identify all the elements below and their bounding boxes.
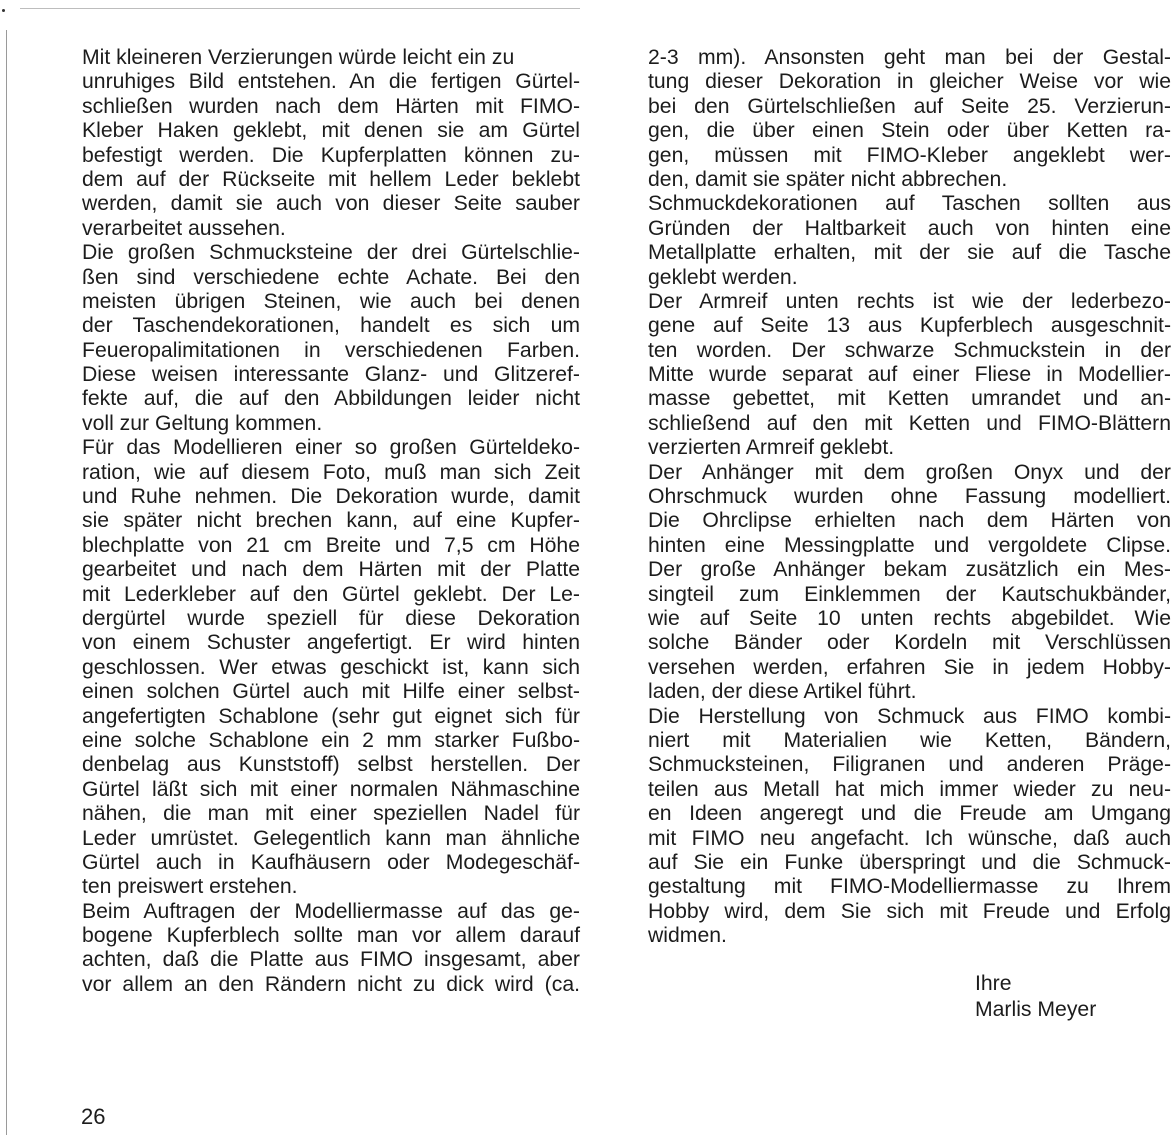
- text-line: unruhiges Bild entstehen. An die fertigen Gürtel-: [82, 70, 580, 94]
- text-line: widmen.: [648, 924, 727, 948]
- scan-left-edge: [6, 30, 7, 1135]
- text-line: voll zur Geltung kommen.: [82, 411, 323, 435]
- text-line: werden, damit sie auch von dieser Seite sauber: [82, 192, 580, 216]
- text-line: vor allem an den Rändern nicht zu dick wird (ca.: [82, 972, 580, 996]
- text-line: Die Ohrclipse erhielten nach dem Härten von: [648, 509, 1171, 533]
- text-line: Beim Auftragen der Modelliermasse auf das ge-: [82, 899, 580, 923]
- text-line: gene auf Seite 13 aus Kupferblech ausgeschnit-: [648, 314, 1171, 338]
- text-line: nähen, die man mit einer speziellen Nadel für: [82, 802, 580, 826]
- left-text-column: [82, 46, 580, 997]
- text-line: einen solchen Gürtel auch mit Hilfe einer selbst-: [82, 680, 580, 704]
- text-line: hinten eine Messingplatte und vergoldete Clipse.: [648, 533, 1171, 557]
- text-line: Der Armreif unten rechts ist wie der lederbezo-: [648, 289, 1171, 313]
- text-line: den, damit sie später nicht abbrechen.: [648, 167, 1008, 191]
- text-line: geklebt werden.: [648, 265, 798, 289]
- text-line: Die großen Schmucksteine der drei Gürtelschlie-: [82, 241, 580, 265]
- right-text-column: [648, 46, 1171, 948]
- page-number: 26: [81, 1104, 106, 1129]
- signature-name: Marlis Meyer: [975, 998, 1097, 1021]
- text-line: Hobby wird, dem Sie sich mit Freude und Erfolg: [648, 899, 1171, 923]
- text-line: gestaltung mit FIMO-Modelliermasse zu Ihrem: [648, 875, 1171, 899]
- text-line: Metallplatte erhalten, mit der sie auf die Tasche: [648, 241, 1171, 265]
- text-line: Kleber Haken geklebt, mit denen sie am Gürtel: [82, 119, 580, 143]
- text-line: blechplatte von 21 cm Breite und 7,5 cm Höhe: [82, 533, 580, 557]
- text-line: dergürtel wurde speziell für diese Dekoration: [82, 606, 580, 630]
- text-line: Gürtel läßt sich mit einer normalen Nähmaschine: [82, 777, 580, 801]
- text-line: von einem Schuster angefertigt. Er wird hinten: [82, 631, 580, 655]
- text-line: versehen werden, erfahren Sie in jedem Hobby-: [648, 655, 1171, 679]
- text-line: Die Herstellung von Schmuck aus FIMO kombi-: [648, 704, 1171, 728]
- text-line: ten worden. Der schwarze Schmuckstein in der: [648, 338, 1171, 362]
- text-line: auf Sie ein Funke überspringt und die Schmuck-: [648, 850, 1171, 874]
- text-line: niert mit Materialien wie Ketten, Bändern,: [648, 728, 1171, 752]
- text-line: Gürtel auch in Kaufhäusern oder Modegeschäf-: [82, 850, 580, 874]
- signature-greeting: Ihre: [975, 972, 1012, 995]
- text-line: Schmuckdekorationen auf Taschen sollten aus: [648, 192, 1171, 216]
- scan-mark: [2, 9, 5, 12]
- text-line: verzierten Armreif geklebt.: [648, 436, 895, 460]
- text-line: laden, der diese Artikel führt.: [648, 680, 917, 704]
- text-line: schließen wurden nach dem Härten mit FIMO-: [82, 94, 580, 118]
- text-line: tung dieser Dekoration in gleicher Weise vor wie: [648, 70, 1171, 94]
- text-line: eine solche Schablone ein 2 mm starker Fußbo-: [82, 728, 580, 752]
- text-line: solche Bänder oder Kordeln mit Verschlüssen: [648, 631, 1171, 655]
- text-line: denbelag aus Kunststoff) selbst herstellen. Der: [82, 753, 580, 777]
- text-line: mit FIMO neu angefacht. Ich wünsche, daß auch: [648, 826, 1171, 850]
- text-line: 2-3 mm). Ansonsten geht man bei der Gestal-: [648, 46, 1171, 69]
- text-line: und Ruhe nehmen. Die Dekoration wurde, damit: [82, 485, 580, 509]
- text-line: Gründen der Haltbarkeit auch von hinten eine: [648, 216, 1171, 240]
- text-line: Der große Anhänger bekam zusätzlich ein Mes-: [648, 558, 1171, 582]
- text-line: ten preiswert erstehen.: [82, 875, 298, 899]
- text-line: ßen sind verschiedene echte Achate. Bei den: [82, 265, 580, 289]
- text-line: en Ideen angeregt und die Freude am Umgang: [648, 802, 1171, 826]
- text-line: fekte auf, die auf den Abbildungen leider nicht: [82, 387, 580, 411]
- signature: [975, 971, 1096, 1023]
- text-line: angefertigten Schablone (sehr gut eignet sich für: [82, 704, 580, 728]
- text-line: Mitte wurde separat auf einer Fliese in Modellier-: [648, 363, 1171, 387]
- text-line: schließend auf den mit Ketten und FIMO-Blättern: [648, 411, 1171, 435]
- text-line: meisten übrigen Steinen, wie auch bei denen: [82, 289, 580, 313]
- text-line: geschlossen. Wer etwas geschickt ist, kann sich: [82, 655, 580, 679]
- text-line: Der Anhänger mit dem großen Onyx und der: [648, 460, 1171, 484]
- text-line: gearbeitet und nach dem Härten mit der Platte: [82, 558, 580, 582]
- text-line: Schmucksteinen, Filigranen und anderen Präge-: [648, 753, 1171, 777]
- text-line: Ohrschmuck wurden ohne Fassung modelliert.: [648, 485, 1171, 509]
- text-line: Mit kleineren Verzierungen würde leicht ein zu: [82, 46, 515, 69]
- text-line: verarbeitet aussehen.: [82, 216, 286, 240]
- text-line: teilen aus Metall hat mich immer wieder zu neu-: [648, 777, 1171, 801]
- text-line: gen, die über einen Stein oder über Ketten ra-: [648, 119, 1171, 143]
- text-line: singteil zum Einklemmen der Kautschukbänder,: [648, 582, 1171, 606]
- text-line: befestigt werden. Die Kupferplatten können zu-: [82, 143, 580, 167]
- text-line: Leder umrüstet. Gelegentlich kann man ähnliche: [82, 826, 580, 850]
- text-line: Für das Modellieren einer so großen Gürteldeko-: [82, 436, 580, 460]
- text-line: bogene Kupferblech sollte man vor allem darauf: [82, 924, 580, 948]
- text-line: bei den Gürtelschließen auf Seite 25. Verzierun-: [648, 94, 1171, 118]
- text-line: gen, müssen mit FIMO-Kleber angeklebt wer-: [648, 143, 1171, 167]
- text-line: achten, daß die Platte aus FIMO insgesamt, aber: [82, 948, 580, 972]
- text-line: der Taschendekorationen, handelt es sich um: [82, 314, 580, 338]
- text-line: masse gebettet, mit Ketten umrandet und an-: [648, 387, 1171, 411]
- scan-top-edge: [20, 8, 580, 9]
- text-line: Feueropalimitationen in verschiedenen Farben.: [82, 338, 580, 362]
- text-line: ration, wie auf diesem Foto, muß man sich Zeit: [82, 460, 580, 484]
- text-line: sie später nicht brechen kann, auf eine Kupfer-: [82, 509, 580, 533]
- text-line: dem auf der Rückseite mit hellem Leder beklebt: [82, 167, 580, 191]
- text-line: wie auf Seite 10 unten rechts abgebildet. Wie: [648, 606, 1171, 630]
- text-line: mit Lederkleber auf den Gürtel geklebt. Der Le-: [82, 582, 580, 606]
- text-line: Diese weisen interessante Glanz- und Glitzeref-: [82, 363, 580, 387]
